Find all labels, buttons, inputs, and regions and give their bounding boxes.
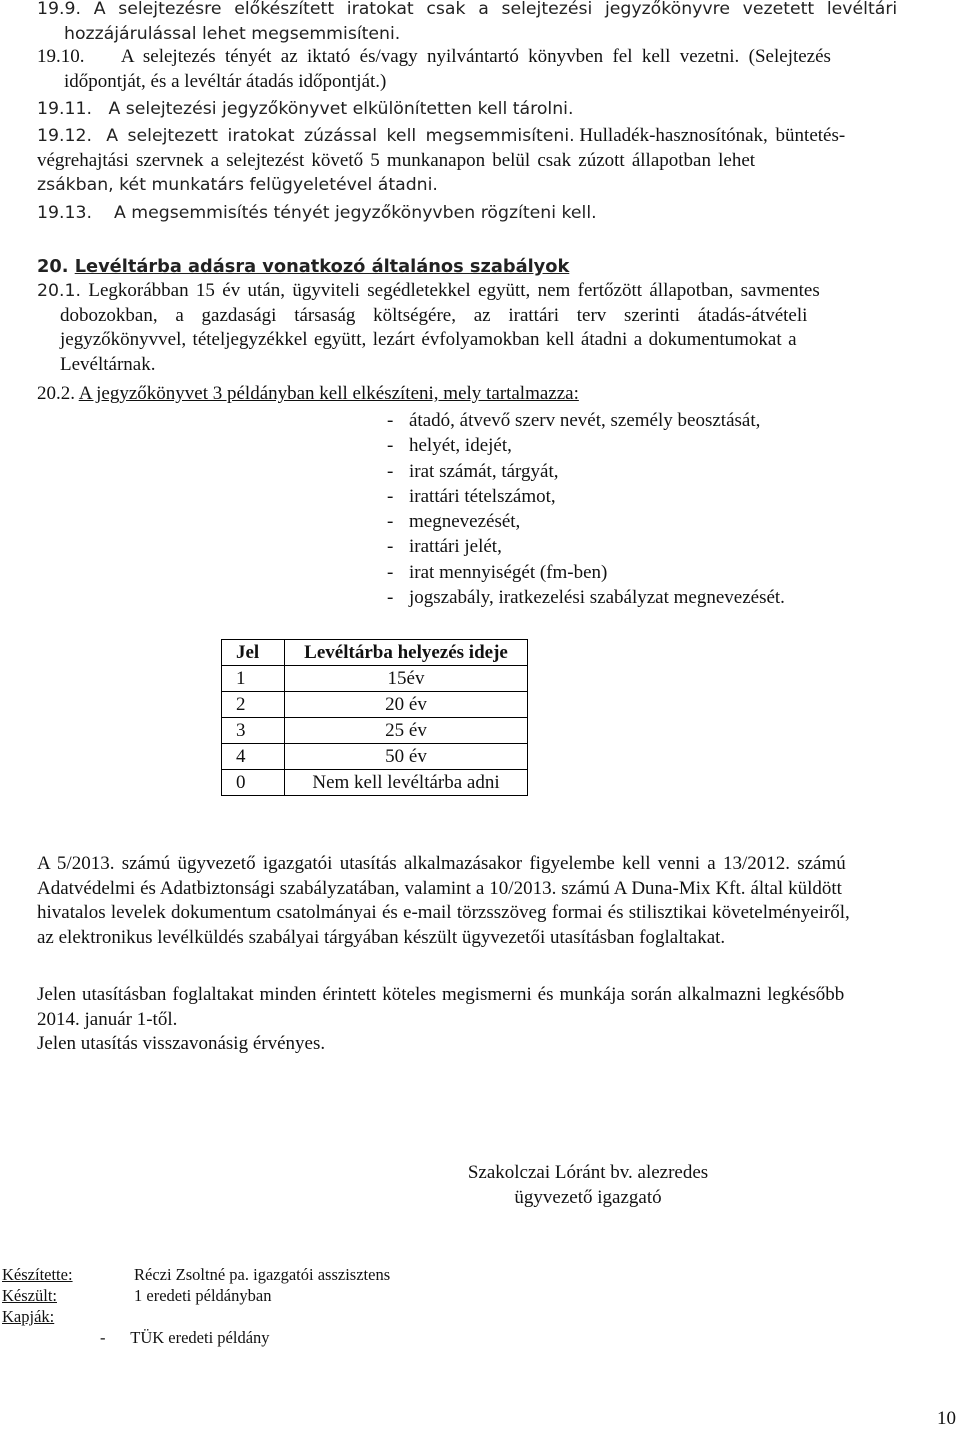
list-item (387, 560, 785, 585)
table-row (222, 718, 528, 744)
page-number: 10 (937, 1408, 956, 1429)
section-20-2 (37, 382, 959, 407)
section-text: Legkorábban 15 év után, ügyviteli segédletekkel együtt, nem fertőzött állapotban, savmentes (88, 280, 820, 301)
list-dash: - (387, 435, 394, 457)
section-text-cont: hozzájárulással lehet megsemmisíteni. (64, 23, 401, 44)
table-cell-ideje: Nem kell levéltárba adni (285, 770, 528, 796)
list-item-text: átadó, átvevő szerv nevét, személy beosztását, (409, 410, 761, 431)
section-text-2: végrehajtási szervnek a selejtezést követő 5 munkanapon belül csak zúzott állapotban lehet (37, 149, 756, 171)
section-text: A selejtezett iratokat zúzással kell megsemmisíteni. (106, 126, 575, 146)
table-cell-jel: 3 (222, 718, 285, 744)
received-row (100, 1327, 270, 1348)
list-item-text: helyét, idejét, (409, 435, 512, 457)
section-number: 20.2. (37, 383, 75, 404)
list-item-text: jogszabály, iratkezelési szabályzat megnevezését. (409, 587, 785, 609)
list-dash: - (387, 410, 394, 431)
received-label: Kapják: (2, 1307, 55, 1326)
section-text: A selejtezésre előkészített iratokat csak a selejtezési jegyzőkönyvre vezetett levéltári (93, 0, 898, 19)
table-row (222, 666, 528, 692)
protocol-contents-list (387, 408, 785, 610)
list-dash: - (387, 587, 394, 609)
list-dash: - (387, 511, 394, 533)
section-intro: A jegyzőkönyvet 3 példányban kell elkészíteni, mely tartalmazza: (78, 383, 579, 404)
closing-text-2: Adatvédelmi és Adatbiztonsági szabályzatában, valamint a 10/2013. számú A Duna-Mix Kft. által küldött (37, 877, 842, 899)
list-item-text: irat számát, tárgyát, (409, 460, 559, 482)
footer-values (134, 1264, 390, 1306)
made-label: Készült: (2, 1286, 57, 1305)
section-text-3: jegyzőkönyvvel, tételjegyzékkel együtt, lezárt évfolyamokban kell átadni a dokumentumokat a (60, 329, 797, 350)
table-row (222, 692, 528, 718)
list-dash: - (387, 536, 394, 558)
signature-block (0, 1161, 960, 1210)
section-20-heading (37, 255, 959, 280)
section-text-2: dobozokban, a gazdasági társaság költségére, az irattári terv szerinti átadás-átvételi (60, 304, 808, 326)
column-header-jel: Jel (222, 640, 285, 666)
list-item (387, 534, 785, 559)
section-19-13 (37, 201, 959, 226)
section-19-9 (37, 0, 959, 46)
section-number: 19.12. (37, 126, 92, 146)
table-row (222, 770, 528, 796)
closing-text-1: A 5/2013. számú ügyvezető igazgatói utasítás alkalmazásakor figyelembe kell venni a 13/2012. számú (37, 853, 846, 874)
list-item (387, 509, 785, 534)
table-cell-jel: 4 (222, 744, 285, 770)
received-dash: - (100, 1328, 106, 1347)
table-cell-ideje: 50 év (285, 744, 528, 770)
section-19-12 (37, 124, 959, 198)
list-dash: - (387, 485, 394, 507)
closing-paragraph-2 (37, 983, 959, 1057)
table-cell-ideje: 15év (285, 666, 528, 692)
section-number: 20. (37, 256, 69, 277)
section-number: 19.11. (37, 99, 92, 119)
signature-title: ügyvezető igazgató (514, 1186, 662, 1208)
column-header-ideje: Levéltárba helyezés ideje (285, 640, 528, 666)
list-item (387, 408, 785, 433)
closing-text-3: hivatalos levelek dokumentum csatolmányai és e-mail törzsszöveg formai és stilisztikai követelményeiről, (37, 902, 850, 923)
list-dash: - (387, 561, 394, 583)
list-item-text: megnevezését, (409, 511, 521, 533)
closing-text-5: Jelen utasításban foglaltakat minden érintett köteles megismerni és munkája során alkalmazni legkésőbb (37, 984, 845, 1005)
section-title: Levéltárba adásra vonatkozó általános szabályok (74, 256, 570, 277)
section-text-cont: időpontját, és a levéltár átadás időpontját.) (64, 70, 387, 92)
table-cell-jel: 0 (222, 770, 285, 796)
signature-name: Szakolczai Lóránt bv. alezredes (467, 1162, 709, 1183)
section-20-1 (37, 279, 959, 377)
list-item (387, 459, 785, 484)
made-value: 1 eredeti példányban (134, 1286, 272, 1305)
section-19-11 (37, 97, 959, 122)
table-cell-ideje: 20 év (285, 692, 528, 718)
closing-paragraph-1 (37, 852, 959, 950)
closing-text-6: 2014. január 1-től. (37, 1008, 178, 1030)
section-text: A megsemmisítés tényét jegyzőkönyvben rögzíteni kell. (113, 203, 597, 223)
section-number: 19.10. (37, 46, 85, 67)
prepared-label: Készítette: (2, 1265, 73, 1284)
section-text-b: Hulladék-hasznosítónak, büntetés- (579, 125, 846, 146)
list-item (387, 585, 785, 610)
table-cell-jel: 1 (222, 666, 285, 692)
table-header-row (222, 640, 528, 666)
section-number: 19.13. (37, 203, 92, 223)
table-cell-ideje: 25 év (285, 718, 528, 744)
table-cell-jel: 2 (222, 692, 285, 718)
section-19-10 (37, 45, 959, 94)
prepared-value: Réczi Zsoltné pa. igazgatói asszisztens (134, 1265, 391, 1284)
section-text-3: zsákban, két munkatárs felügyeletével átadni. (37, 175, 438, 195)
closing-text-4: az elektronikus levélküldés szabályai tárgyában készült ügyvezetői utasításban foglaltakat. (37, 926, 726, 948)
archive-retention-table (221, 639, 528, 796)
list-item-text: irattári tételszámot, (409, 485, 556, 507)
received-value: TÜK eredeti példány (130, 1328, 270, 1347)
list-item (387, 484, 785, 509)
section-text: A selejtezés tényét az iktató és/vagy nyilvántartó könyvben fel kell vezetni. (Selejtezés (120, 46, 831, 67)
section-number: 19.9. (37, 0, 81, 19)
table-row (222, 744, 528, 770)
closing-text-7: Jelen utasítás visszavonásig érvényes. (37, 1033, 326, 1054)
list-dash: - (387, 460, 394, 482)
section-text-4: Levéltárnak. (60, 353, 156, 375)
list-item-text: irat mennyiségét (fm-ben) (409, 561, 608, 583)
list-item-text: irattári jelét, (409, 536, 502, 558)
footer-labels (2, 1264, 73, 1327)
list-item (387, 433, 785, 458)
section-text: A selejtezési jegyzőkönyvet elkülönítetten kell tárolni. (108, 99, 574, 119)
section-number: 20.1. (37, 281, 81, 301)
